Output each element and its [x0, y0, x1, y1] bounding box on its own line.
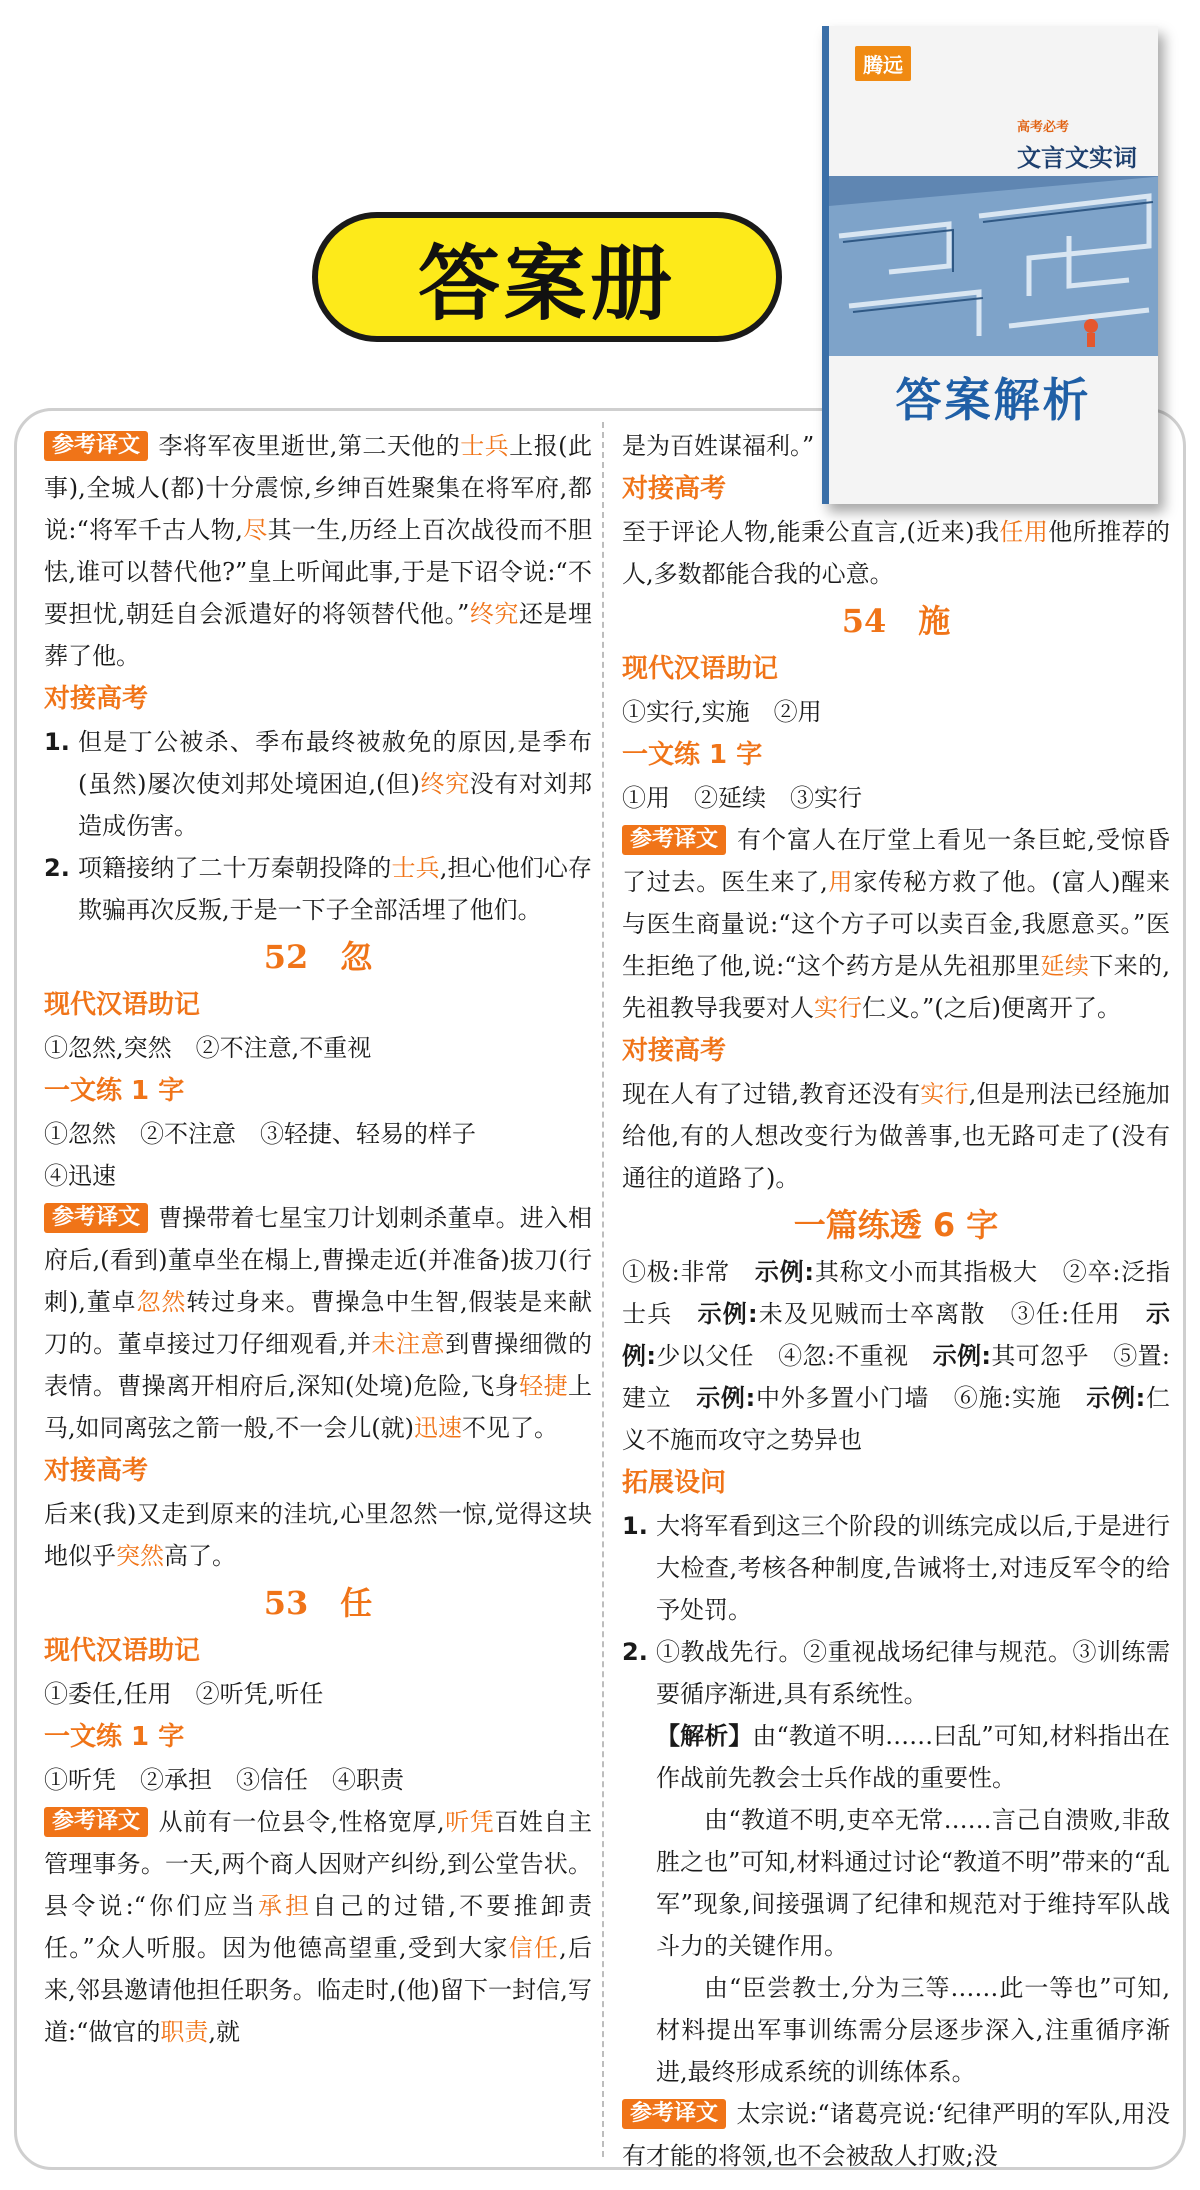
- maze-illustration: [829, 176, 1158, 356]
- section-heading: 对接高考: [44, 1456, 149, 1486]
- translation-tag: 参考译文: [622, 2099, 726, 2129]
- title-banner: [312, 212, 782, 342]
- right-column: [622, 425, 1170, 2177]
- section-heading: 现代汉语助记: [44, 990, 201, 1020]
- section-heading: 拓展设问: [622, 1468, 727, 1498]
- translation-paragraph: 参考译文 李将军夜里逝世,第二天他的士兵上报(此事),全城人(都)十分震惊,乡绅百姓聚集在将军府,都说:“将军千古人物,尽其一生,历经上百次战役而不胆怯,谁可以替代他?”皇上听闻此事,于是下诏令说:“不要担忧,朝廷自会派遣好的将领替代他。”终究还是埋葬了他。: [44, 432, 593, 670]
- book-subtitle: 答案解析: [895, 373, 1092, 427]
- column-divider: [602, 422, 604, 2157]
- character-heading: 53 任: [263, 1584, 373, 1622]
- book-title: 文言文实词: [1017, 144, 1137, 172]
- character-heading: 54 施: [841, 602, 951, 640]
- translation-paragraph: 参考译文 从前有一位县令,性格宽厚,听凭百姓自主管理事务。一天,两个商人因财产纠纷,到公堂告状。县令说:“你们应当承担自己的过错,不要推卸责任。”众人听服。因为他德高望重,受到大家信任,后来,邻县邀请他担任职务。临走时,(他)留下一封信,写道:“做官的职责,就: [44, 1808, 593, 2046]
- answer-item: 2. ①教战先行。②重视战场纪律与规范。③训练需要循序渐进,具有系统性。: [622, 1638, 1170, 1708]
- answer-list: ①听凭 ②承担 ③信任 ④职责: [44, 1766, 404, 1794]
- answer-list: ④迅速: [44, 1162, 116, 1190]
- answer-paragraph: 现在人有了过错,教育还没有实行,但是刑法已经施加给他,有的人想改变行为做善事,也无路可走了(没有通往的道路了)。: [622, 1080, 1170, 1192]
- answer-item: 1. 大将军看到这三个阶段的训练完成以后,于是进行大检查,考核各种制度,告诫将士,对违反军令的给予处罚。: [622, 1512, 1170, 1624]
- translation-paragraph: 参考译文 曹操带着七星宝刀计划刺杀董卓。进入相府后,(看到)董卓坐在榻上,曹操走近(并准备)拔刀(行刺),董卓忽然转过身来。曹操急中生智,假装是来献刀的。董卓接过刀仔细观看,并未注意到曹操细微的表情。曹操离开相府后,深知(处境)危险,飞身轻捷上马,如同离弦之箭一般,不一会儿(就)迅速不见了。: [44, 1204, 593, 1442]
- answer-item: 1. 但是丁公被杀、季布最终被赦免的原因,是季布(虽然)屡次使刘邦处境困迫,(但)终究没有对刘邦造成伤害。: [44, 728, 593, 840]
- answer-item: 2. 项籍接纳了二十万秦朝投降的士兵,担心他们心存欺骗再次反叛,于是一下子全部活埋了他们。: [44, 854, 593, 924]
- book-label: 高考必考: [1017, 120, 1070, 135]
- analysis-paragraph: 由“教道不明,吏卒无常……言己自溃败,非敌胜之也”可知,材料通过讨论“教道不明”带来的“乱军”现象,间接强调了纪律和规范对于维持军队战斗力的关键作用。: [656, 1806, 1170, 1960]
- six-character-heading: 一篇练透 6 字: [793, 1206, 999, 1244]
- section-heading: 一文练 1 字: [44, 1722, 185, 1752]
- page-title: 答案册: [417, 236, 676, 332]
- word-examples: ①极:非常 示例:其称文小而其指极大 ②卒:泛指士兵 示例:未及见贼而士卒离散 ③任:任用 示例:少以父任 ④忽:不重视 示例:其可忽乎 ⑤置:建立 示例:中外多置小门墙 ⑥施:实施 示例:仁义不施而攻守之势异也: [622, 1258, 1171, 1454]
- translation-tag: 参考译文: [44, 1203, 148, 1233]
- translation-paragraph: 参考译文 太宗说:“诸葛亮说:‘纪律严明的军队,用没有才能的将领,也不会被敌人打败;没: [622, 2100, 1170, 2170]
- section-heading: 一文练 1 字: [44, 1076, 185, 1106]
- translation-tag: 参考译文: [622, 825, 726, 855]
- answer-list: ①用 ②延续 ③实行: [622, 784, 862, 812]
- answer-paragraph: 后来(我)又走到原来的洼坑,心里忽然一惊,觉得这块地似乎突然高了。: [44, 1500, 592, 1570]
- section-heading: 现代汉语助记: [622, 654, 779, 684]
- continued-text: 是为百姓谋福利。”: [622, 432, 815, 460]
- section-heading: 对接高考: [622, 1036, 727, 1066]
- translation-tag: 参考译文: [44, 1807, 148, 1837]
- publisher-logo: 腾远: [855, 46, 911, 81]
- section-heading: 现代汉语助记: [44, 1636, 201, 1666]
- analysis-paragraph: 由“臣尝教士,分为三等……此一等也”可知,材料提出军事训练需分层逐步深入,注重循序渐进,最终形成系统的训练体系。: [656, 1974, 1170, 2086]
- section-heading: 一文练 1 字: [622, 740, 763, 770]
- translation-paragraph: 参考译文 有个富人在厅堂上看见一条巨蛇,受惊昏了过去。医生来了,用家传秘方救了他。(富人)醒来与医生商量说:“这个方子可以卖百金,我愿意买。”医生拒绝了他,说:“这个药方是从先祖那里延续下来的,先祖教导我要对人实行仁义。”(之后)便离开了。: [622, 826, 1171, 1022]
- meaning-list: ①实行,实施 ②用: [622, 698, 822, 726]
- answer-list: ①忽然 ②不注意 ③轻捷、轻易的样子: [44, 1120, 476, 1148]
- meaning-list: ①忽然,突然 ②不注意,不重视: [44, 1034, 372, 1062]
- section-heading: 对接高考: [44, 684, 149, 714]
- left-column: [44, 425, 592, 2053]
- answer-paragraph: 至于评论人物,能秉公直言,(近来)我任用他所推荐的人,多数都能合我的心意。: [622, 518, 1171, 588]
- character-heading: 52 忽: [263, 938, 373, 976]
- translation-tag: 参考译文: [44, 431, 148, 461]
- section-heading: 对接高考: [622, 474, 727, 504]
- book-cover: [822, 26, 1158, 504]
- meaning-list: ①委任,任用 ②听凭,听任: [44, 1680, 324, 1708]
- analysis-paragraph: 【解析】由“教道不明……曰乱”可知,材料指出在作战前先教会士兵作战的重要性。: [656, 1722, 1171, 1792]
